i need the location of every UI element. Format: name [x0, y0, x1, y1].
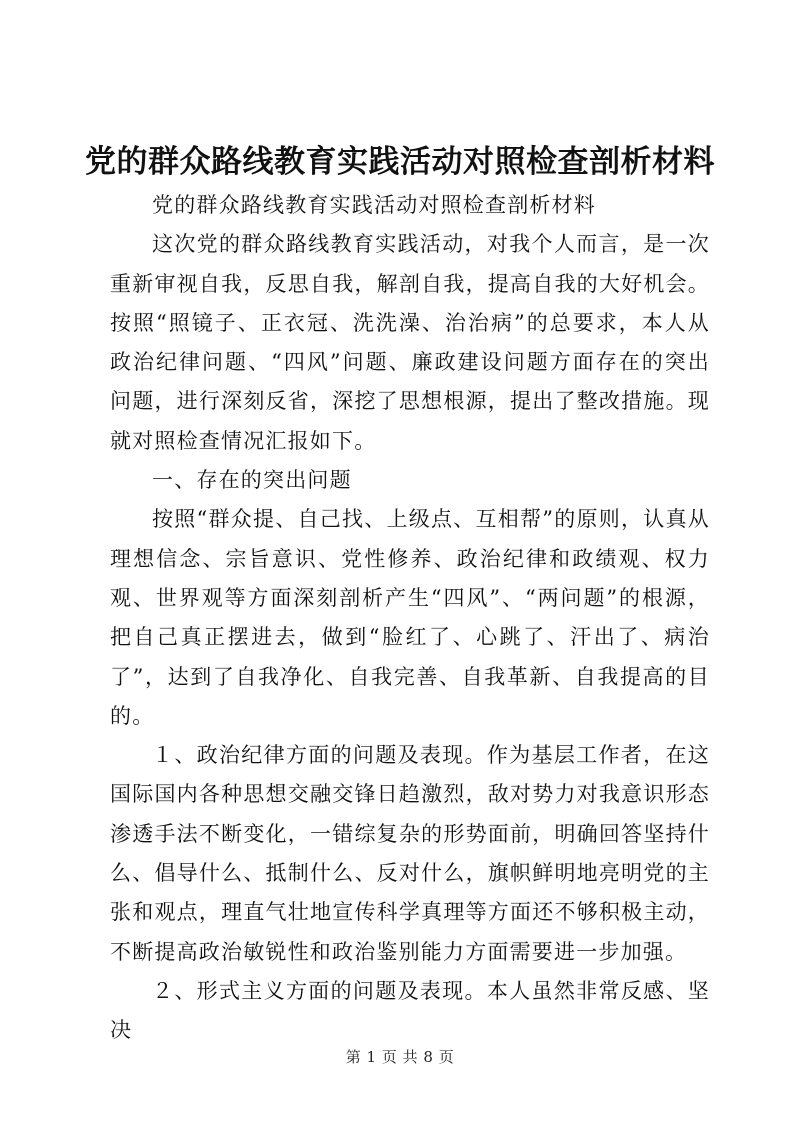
paragraph-principles: 按照“群众提、自己找、上级点、互相帮”的原则，认真从理想信念、宗旨意识、党性修养、政治纪律和政绩观、权力观、世界观等方面深刻剖析产生“四风”、“两问题”的根源，把自己真正摆进去，做到“脸红了、心跳了、汗出了、病治了”，达到了自我净化、自我完善、自我革新、自我提高的目的。 [110, 507, 710, 728]
paragraph-formalism: ２、形式主义方面的问题及表现。本人虽然非常反感、坚决 [110, 978, 710, 1043]
document-title: 党的群众路线教育实践活动对照检查剖析材料 [85, 144, 715, 180]
paragraph-intro: 这次党的群众路线教育实践活动，对我个人而言，是一次重新审视自我，反思自我，解剖自我，提高自我的大好机会。按照“照镜子、正衣冠、洗洗澡、治治病”的总要求，本人从政治纪律问题、“四风”问题、廉政建设问题方面存在的突出问题，进行深刻反省，深挖了思想根源，提出了整改措施。现就对照检查情况汇报如下。 [110, 232, 710, 453]
document-subtitle: 党的群众路线教育实践活动对照检查剖析材料 [152, 193, 596, 217]
section-heading-problems: 一、存在的突出问题 [152, 468, 352, 493]
page-footer: 第 1 页 共 8 页 [345, 1048, 455, 1066]
paragraph-political-discipline: １、政治纪律方面的问题及表现。作为基层工作者，在这国际国内各种思想交融交锋日趋激烈，敌对势力对我意识形态渗透手法不断变化，一错综复杂的形势面前，明确回答坚持什么、倡导什么、抵制什么、反对什么，旗帜鲜明地亮明党的主张和观点，理直气壮地宣传科学真理等方面还不够积极主动，不断提高政治敏锐性和政治鉴别能力方面需要进一步加强。 [110, 743, 710, 964]
document-body [110, 186, 710, 1051]
